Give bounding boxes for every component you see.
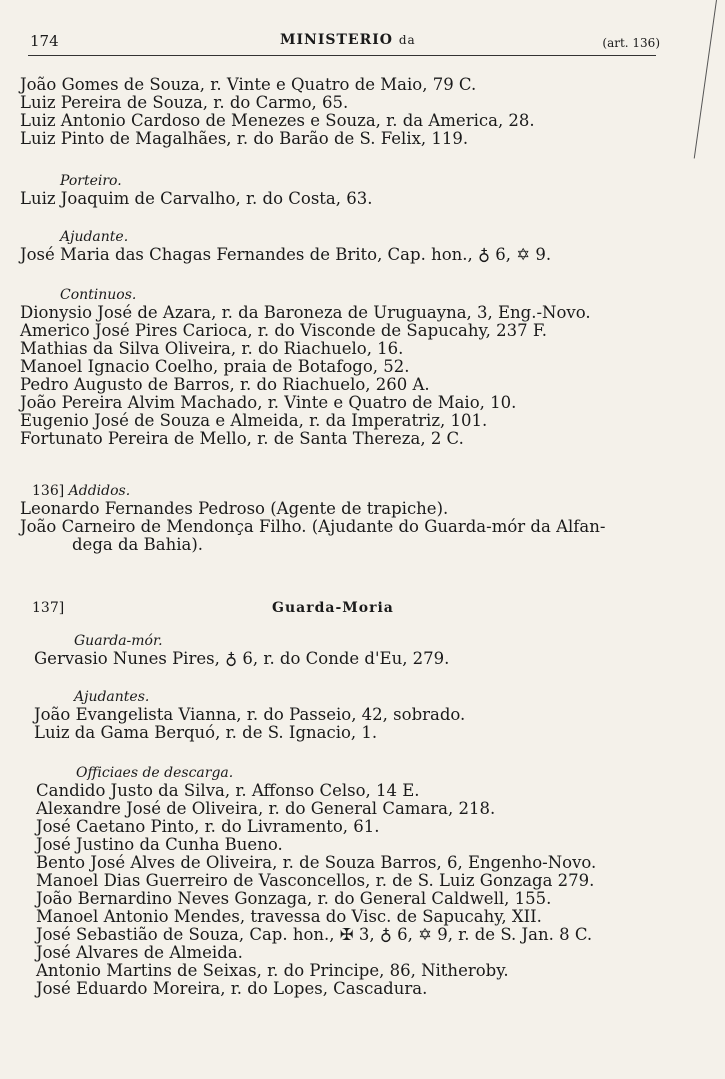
entry-line: Manoel Antonio Mendes, travessa do Visc. de Sapucahy, XII. xyxy=(36,907,542,926)
entry-line: Bento José Alves de Oliveira, r. de Souza Barros, 6, Engenho-Novo. xyxy=(36,853,597,872)
officiaes-label: Officiaes de descarga. xyxy=(76,765,234,781)
entry-line: Luiz Pereira de Souza, r. do Carmo, 65. xyxy=(20,93,349,112)
entry-line: Americo José Pires Carioca, r. do Visconde de Sapucahy, 237 F. xyxy=(20,321,547,340)
entry-line: Pedro Augusto de Barros, r. do Riachuelo, 260 A. xyxy=(20,375,430,394)
entry-line: Luiz Pinto de Magalhães, r. do Barão de S. Felix, 119. xyxy=(20,129,469,148)
continuos-label: Continuos. xyxy=(60,287,137,303)
entry-line: João Pereira Alvim Machado, r. Vinte e Quatro de Maio, 10. xyxy=(20,393,517,412)
addidos-number: 136] xyxy=(32,483,65,499)
running-title-suffix: da xyxy=(398,33,416,47)
entry-line: José Alvares de Almeida. xyxy=(36,943,243,962)
page-header xyxy=(30,30,660,56)
entries-block-1 xyxy=(20,76,670,148)
entry-line: Luiz Antonio Cardoso de Menezes e Souza, r. da America, 28. xyxy=(20,111,535,130)
entry-line: Dionysio José de Azara, r. da Baroneza de Uruguayna, 3, Eng.-Novo. xyxy=(20,303,591,322)
entry-line: Manoel Ignacio Coelho, praia de Botafogo, 52. xyxy=(20,357,410,376)
entry-line: José Eduardo Moreira, r. do Lopes, Cascadura. xyxy=(36,979,428,998)
guarda-mor-label: Guarda-mór. xyxy=(74,633,163,649)
entry-line: Alexandre José de Oliveira, r. do General Camara, 218. xyxy=(36,799,496,818)
addidos-heading xyxy=(32,482,670,500)
entry-line: Gervasio Nunes Pires, ♁ 6, r. do Conde d'Eu, 279. xyxy=(34,649,450,668)
entry-line: João Carneiro de Mendonça Filho. (Ajudante do Guarda-mór da Alfan- xyxy=(20,517,606,536)
entry-line: Fortunato Pereira de Mello, r. de Santa Thereza, 2 C. xyxy=(20,429,464,448)
entry-line: Leonardo Fernandes Pedroso (Agente de trapiche). xyxy=(20,499,449,518)
entry-line: Luiz Joaquim de Carvalho, r. do Costa, 63. xyxy=(20,189,373,208)
entry-line: Eugenio José de Souza e Almeida, r. da Imperatriz, 101. xyxy=(20,411,488,430)
entry-line: João Evangelista Vianna, r. do Passeio, 42, sobrado. xyxy=(34,705,466,724)
header-rule xyxy=(28,55,656,56)
section-title: Guarda-Moria xyxy=(272,600,394,616)
porteiro-label: Porteiro. xyxy=(60,173,122,189)
entry-line: Candido Justo da Silva, r. Affonso Celso, 14 E. xyxy=(36,781,420,800)
ajudantes-label: Ajudantes. xyxy=(74,689,150,705)
entry-line: José Sebastião de Souza, Cap. hon., ✠ 3, ♁ 6, ✡ 9, r. de S. Jan. 8 C. xyxy=(36,925,593,944)
entry-line: Luiz da Gama Berquó, r. de S. Ignacio, 1. xyxy=(34,723,378,742)
running-title-main: MINISTERIO xyxy=(280,32,393,48)
section-number: 137] xyxy=(32,600,65,616)
guarda-mor-section xyxy=(34,632,684,668)
continuos-section xyxy=(20,286,670,448)
entry-line: João Gomes de Souza, r. Vinte e Quatro de Maio, 79 C. xyxy=(20,75,477,94)
addidos-label: Addidos. xyxy=(68,483,131,499)
entry-line: João Bernardino Neves Gonzaga, r. do General Caldwell, 155. xyxy=(36,889,552,908)
entry-line: Antonio Martins de Seixas, r. do Principe, 86, Nitheroby. xyxy=(36,961,509,980)
addidos-section xyxy=(20,482,670,554)
porteiro-section xyxy=(20,172,670,208)
entry-line: Mathias da Silva Oliveira, r. do Riachuelo, 16. xyxy=(20,339,404,358)
article-ref: (art. 136) xyxy=(602,36,660,50)
ajudante-section xyxy=(20,228,670,264)
officiaes-section xyxy=(36,764,686,998)
entry-line: José Maria das Chagas Fernandes de Brito, Cap. hon., ♁ 6, ✡ 9. xyxy=(20,245,552,264)
entry-line: dega da Bahia). xyxy=(72,535,204,554)
entry-line: José Caetano Pinto, r. do Livramento, 61. xyxy=(36,817,380,836)
ajudante-label: Ajudante. xyxy=(60,229,129,245)
entry-line: José Justino da Cunha Bueno. xyxy=(36,835,283,854)
running-title xyxy=(280,32,416,48)
page-number: 174 xyxy=(30,32,59,50)
page-edge-line xyxy=(694,0,717,159)
ajudantes-section xyxy=(34,688,684,742)
entry-line: Manoel Dias Guerreiro de Vasconcellos, r. de S. Luiz Gonzaga 279. xyxy=(36,871,595,890)
